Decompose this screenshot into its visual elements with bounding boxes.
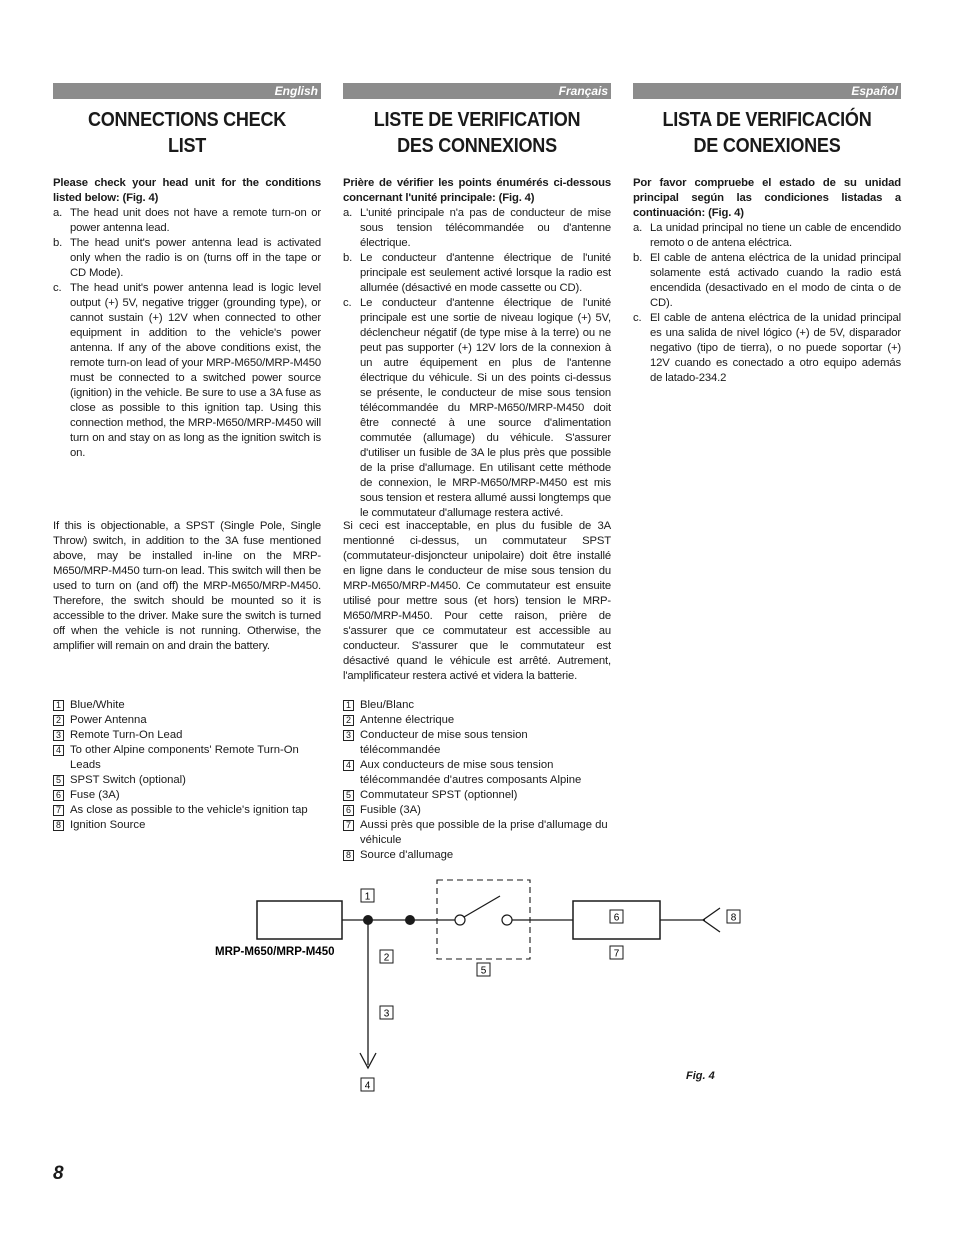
legend-item: 7 Aussi près que possible de la prise d'allumage du véhicule bbox=[343, 818, 611, 848]
list-item: a. L'unité principale n'a pas de conducteur de mise sous tension télécommandée ou d'antenne électrique. bbox=[343, 207, 611, 249]
legend-item: 6 Fusible (3A) bbox=[343, 803, 611, 818]
marker-7 bbox=[610, 946, 623, 960]
marker-2 bbox=[380, 950, 393, 964]
marker-5 bbox=[477, 963, 490, 977]
list-item: c. El cable de antena eléctrica de la unidad principal es una salida de nivel lógico (+) de 5V, disparador negativo (tipo de tierra), o no puede soportar (+) 12V cuando es conectado a otro equipo además de latado-234.2 bbox=[633, 312, 901, 384]
svg-text:6: 6 bbox=[613, 912, 620, 924]
svg-text:8: 8 bbox=[730, 912, 737, 924]
english-body bbox=[53, 176, 321, 461]
svg-text:5: 5 bbox=[480, 965, 487, 977]
legend-item: 2 Power Antenna bbox=[53, 713, 328, 728]
french-title: LISTE DE VERIFICATION DES CONNEXIONS bbox=[373, 108, 581, 157]
marker-3 bbox=[380, 1006, 393, 1020]
legend-item: 7 As close as possible to the vehicle's ignition tap bbox=[53, 803, 328, 818]
legend-item: 1 Blue/White bbox=[53, 698, 328, 713]
english-legend bbox=[53, 698, 328, 833]
french-paragraph-2: Si ceci est inacceptable, en plus du fusible de 3A mentionné ci-dessus, un commutateur SPST (commutateur-disjoncteur unipolaire) doit être installé en ligne dans le conducteur de mise sous tension du MRP-M650/MRP-M450. Ce commutateur est ensuite utilisé pour mettre sous (et hors) tension le MRP-M650/MRP-M450. Pour cette raison, prière de s'assurer que ce commutateur est accessible au conducteur. S'assurer que le commutateur est désactivé quand le véhicule est arrêté. Autrement, l'amplificateur restera activé et videra la batterie. bbox=[343, 520, 611, 682]
english-lead: Please check your head unit for the conditions listed below: (Fig. 4) bbox=[53, 177, 321, 204]
french-lead: Prière de vérifier les points énumérés ci-dessous concernant l'unité principale: (Fig. 4) bbox=[343, 177, 611, 204]
legend-item: 5 SPST Switch (optional) bbox=[53, 773, 328, 788]
marker-4 bbox=[361, 1078, 374, 1092]
french-body bbox=[343, 176, 611, 521]
language-tab-spanish: Español bbox=[633, 83, 901, 99]
english-conditions-list bbox=[53, 206, 321, 461]
list-item: c. The head unit's power antenna lead is logic level output (+) 5V, negative trigger (grounding type), or cannot sustain (+) 12V when connected to other equipment in addition to the vehicle's power antenna. If any of the above conditions exist, the remote turn-on lead of your MRP-M650/MRP-M450 must be connected to a switched power source (ignition) in the vehicle. Be sure to use a 3A fuse as close as possible to this ignition tap. Using this connection method, the MRP-M650/MRP-M450 will turn on and stay on as long as the ignition switch is on. bbox=[53, 282, 321, 459]
spanish-conditions-list bbox=[633, 221, 901, 386]
wiring-diagram bbox=[200, 870, 760, 1100]
list-item: b. El cable de antena eléctrica de la unidad principal solamente está activado cuando la radio está encendida (desactivado en el modo de cinta o de CD). bbox=[633, 252, 901, 309]
french-conditions-list bbox=[343, 206, 611, 521]
language-tab-english: English bbox=[53, 83, 321, 99]
svg-text:1: 1 bbox=[364, 891, 371, 903]
legend-item: 4 To other Alpine components' Remote Turn-On Leads bbox=[53, 743, 328, 773]
list-item: a. La unidad principal no tiene un cable de encendido remoto o de antena eléctrica. bbox=[633, 222, 901, 249]
list-item: b. Le conducteur d'antenne électrique de l'unité principale est seulement activé lorsque la radio est allumée (désactivé en mode cassette ou CD). bbox=[343, 252, 611, 294]
switch-lever bbox=[464, 896, 500, 917]
french-column bbox=[343, 83, 611, 159]
legend-item: 3 Conducteur de mise sous tension télécommandée bbox=[343, 728, 611, 758]
english-title: CONNECTIONS CHECK LIST bbox=[88, 108, 286, 157]
spanish-lead: Por favor compruebe el estado de su unidad principal según las condiciones listadas a continuación: (Fig. 4) bbox=[633, 177, 901, 219]
english-column bbox=[53, 83, 321, 159]
marker-6 bbox=[610, 910, 623, 924]
svg-text:4: 4 bbox=[364, 1080, 371, 1092]
switch-contact bbox=[455, 915, 465, 925]
legend-item: 8 Ignition Source bbox=[53, 818, 328, 833]
spanish-title: LISTA DE VERIFICACIÓN DE CONEXIONES bbox=[662, 108, 872, 157]
amplifier-box bbox=[257, 901, 342, 939]
list-item: b. The head unit's power antenna lead is activated only when the radio is on (turns off in the tape or CD Mode). bbox=[53, 237, 321, 279]
language-tab-french: Français bbox=[343, 83, 611, 99]
svg-text:2: 2 bbox=[383, 952, 390, 964]
marker-1 bbox=[361, 889, 374, 903]
legend-item: 8 Source d'allumage bbox=[343, 848, 611, 863]
spanish-body bbox=[633, 176, 901, 386]
junction-dot bbox=[405, 915, 415, 925]
list-item: a. The head unit does not have a remote turn-on or power antenna lead. bbox=[53, 207, 321, 234]
page-number: 8 bbox=[53, 1163, 64, 1184]
legend-item: 4 Aux conducteurs de mise sous tension télécommandée d'autres composants Alpine bbox=[343, 758, 611, 788]
list-item: c. Le conducteur d'antenne électrique de l'unité principale est une sortie de niveau logique (+) 5V, déclencheur négatif (de type mise à la terre) ou ne peut pas supporter (+) 12V lors de la connexion à un autre équipement en plus de l'antenne électrique du véhicule. Si un des points ci-dessus se présente, le conducteur de mise sous tension télécommandée du MRP-M650/MRP-M450 doit être connecté à une source d'alimentation commutée (allumage) du véhicule. S'assurer d'utiliser un fusible de 3A le plus près que possible de la prise d'allumage. En utilisant cette méthode de connexion, le MRP-M650/MRP-M450 est mis sous tension et restera allumé aussi longtemps que le commutateur d'allumage restera activé. bbox=[343, 297, 611, 519]
legend-item: 1 Bleu/Blanc bbox=[343, 698, 611, 713]
switch-contact bbox=[502, 915, 512, 925]
svg-text:3: 3 bbox=[383, 1008, 390, 1020]
legend-item: 6 Fuse (3A) bbox=[53, 788, 328, 803]
french-legend bbox=[343, 698, 611, 863]
amplifier-label: MRP-M650/MRP-M450 bbox=[215, 946, 335, 958]
legend-item: 2 Antenne électrique bbox=[343, 713, 611, 728]
marker-8 bbox=[727, 910, 740, 924]
svg-text:7: 7 bbox=[613, 948, 620, 960]
ignition-source-connector bbox=[703, 908, 720, 932]
english-paragraph-2: If this is objectionable, a SPST (Single Pole, Single Throw) switch, in addition to the 3A fuse mentioned above, may be installed in-line on the MRP-M650/MRP-M450 turn-on lead. This switch will then be used to turn on (and off) the MRP-M650/MRP-M450. Therefore, the switch should be mounted so it is accessible to the driver. Make sure the switch is turned off when the vehicle is not running. Otherwise, the amplifier will remain on and drain the battery. bbox=[53, 520, 321, 652]
spanish-column bbox=[633, 83, 901, 159]
legend-item: 5 Commutateur SPST (optionnel) bbox=[343, 788, 611, 803]
legend-item: 3 Remote Turn-On Lead bbox=[53, 728, 328, 743]
figure-caption: Fig. 4 bbox=[686, 1070, 715, 1082]
